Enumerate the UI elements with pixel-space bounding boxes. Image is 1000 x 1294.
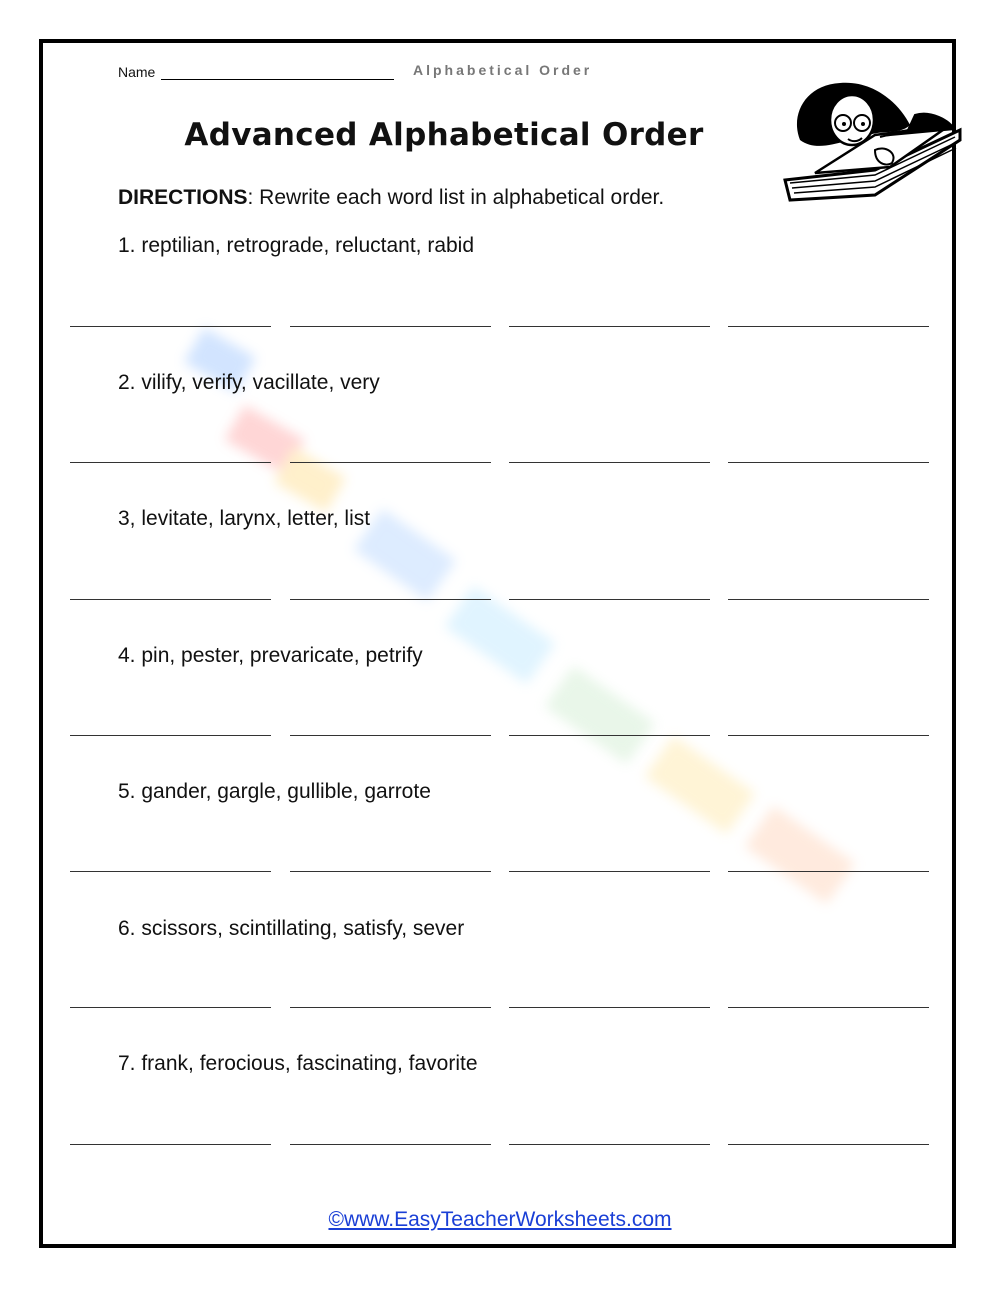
answer-blank[interactable] (70, 735, 271, 736)
answer-row-7 (70, 1144, 930, 1146)
question-4: 4. pin, pester, prevaricate, petrify (118, 644, 423, 667)
answer-row-6 (70, 1007, 930, 1009)
question-2: 2. vilify, verify, vacillate, very (118, 371, 380, 394)
header-tag: Alphabetical Order (413, 62, 593, 78)
answer-blank[interactable] (70, 462, 271, 463)
answer-blank[interactable] (70, 1007, 271, 1008)
name-row (118, 60, 394, 80)
name-field[interactable] (161, 63, 394, 80)
answer-blank[interactable] (509, 1144, 710, 1145)
answer-blank[interactable] (728, 871, 929, 872)
question-3: 3, levitate, larynx, letter, list (118, 507, 371, 530)
answer-blank[interactable] (290, 599, 491, 600)
question-1: 1. reptilian, retrograde, reluctant, rabid (118, 234, 475, 257)
answer-blank[interactable] (728, 735, 929, 736)
answer-blank[interactable] (509, 1007, 710, 1008)
answer-blank[interactable] (509, 462, 710, 463)
question-7: 7. frank, ferocious, fascinating, favorite (118, 1052, 478, 1075)
answer-blank[interactable] (728, 599, 929, 600)
answer-blank[interactable] (290, 1007, 491, 1008)
footer-link[interactable]: ©www.EasyTeacherWorksheets.com (328, 1208, 672, 1231)
answer-row-3 (70, 599, 930, 601)
answer-blank[interactable] (728, 326, 929, 327)
answer-blank[interactable] (728, 462, 929, 463)
answer-blank[interactable] (728, 1007, 929, 1008)
directions-text: : Rewrite each word list in alphabetical order. (247, 186, 665, 209)
answer-blank[interactable] (509, 599, 710, 600)
answer-blank[interactable] (70, 326, 271, 327)
answer-blank[interactable] (290, 1144, 491, 1145)
answer-blank[interactable] (70, 599, 271, 600)
answer-row-1 (70, 326, 930, 328)
question-5: 5. gander, gargle, gullible, garrote (118, 780, 431, 803)
question-6: 6. scissors, scintillating, satisfy, sever (118, 917, 465, 940)
answer-blank[interactable] (509, 326, 710, 327)
answer-blank[interactable] (728, 1144, 929, 1145)
answer-blank[interactable] (70, 871, 271, 872)
answer-blank[interactable] (509, 735, 710, 736)
answer-blank[interactable] (70, 1144, 271, 1145)
directions-label: DIRECTIONS (118, 186, 248, 209)
answer-blank[interactable] (290, 326, 491, 327)
answer-row-2 (70, 462, 930, 464)
page-title: Advanced Alphabetical Order (184, 117, 704, 153)
answer-blank[interactable] (290, 462, 491, 463)
directions (118, 186, 664, 210)
answer-blank[interactable] (290, 735, 491, 736)
answer-blank[interactable] (290, 871, 491, 872)
name-label: Name (118, 64, 156, 80)
answer-row-5 (70, 871, 930, 873)
answer-row-4 (70, 735, 930, 737)
answer-blank[interactable] (509, 871, 710, 872)
